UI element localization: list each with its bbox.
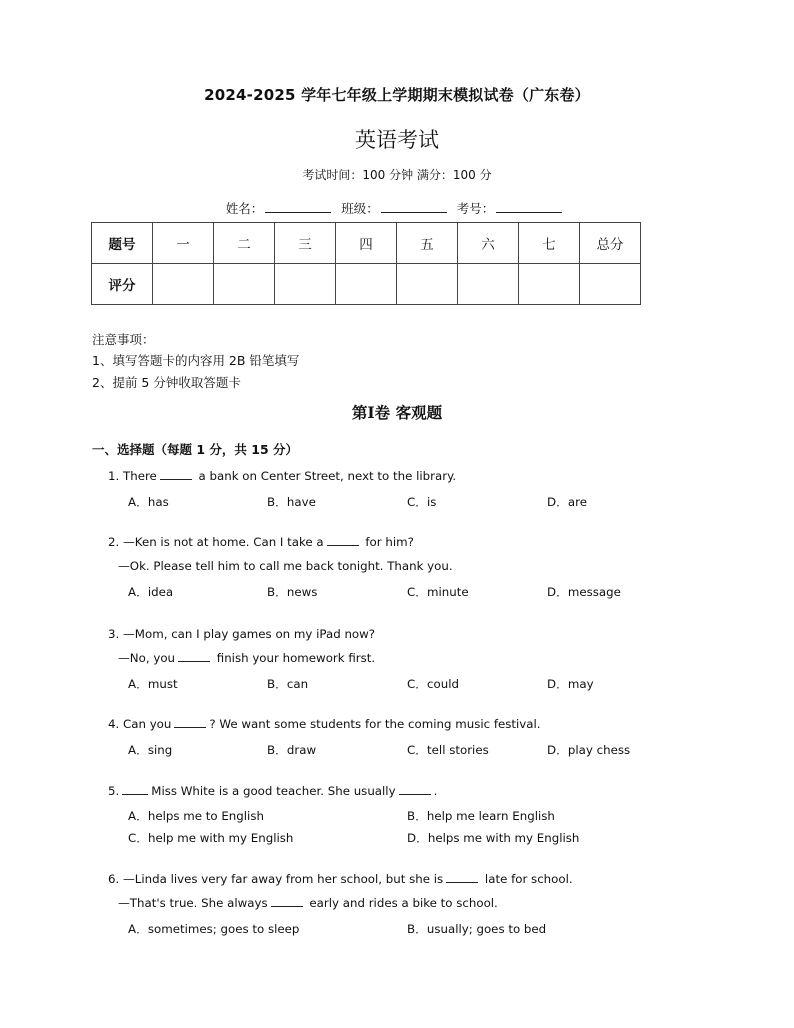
score-input-cell[interactable] — [519, 264, 580, 305]
option-c[interactable]: C．minute — [407, 585, 469, 599]
score-input-cell[interactable] — [580, 264, 641, 305]
option-b[interactable]: B．usually; goes to bed — [407, 922, 547, 936]
answer-blank — [327, 535, 359, 546]
question-4: 4. Can you ? We want some students for the coming music festival. — [108, 717, 541, 731]
exam-main-title: 2024-2025 学年七年级上学期期末模拟试卷（广东卷） — [204, 86, 590, 104]
exam-time-score-info: 考试时间：100 分钟 满分：100 分 — [302, 168, 492, 182]
score-table-cell: 五 — [397, 223, 458, 264]
name-blank[interactable] — [265, 200, 331, 213]
option-c[interactable]: C．tell stories — [407, 743, 489, 757]
answer-blank — [178, 651, 210, 662]
question-6-reply: —That's true. She always early and rides a bike to school. — [118, 896, 498, 910]
score-table-header-row — [92, 223, 641, 264]
score-table-cell: 七 — [519, 223, 580, 264]
exam-subject-title: 英语考试 — [355, 128, 439, 152]
student-info-fields — [0, 199, 794, 217]
answer-blank — [160, 469, 192, 480]
notice-item: 2、提前 5 分钟收取答题卡 — [92, 375, 241, 390]
question-1: 1. There a bank on Center Street, next to the library. — [108, 469, 457, 483]
score-input-cell[interactable] — [458, 264, 519, 305]
score-table-cell: 一 — [153, 223, 214, 264]
score-input-cell[interactable] — [214, 264, 275, 305]
class-blank[interactable] — [381, 200, 447, 213]
score-table-cell: 三 — [275, 223, 336, 264]
option-a[interactable]: A．must — [128, 677, 178, 691]
question-2-reply: —Ok. Please tell him to call me back tonight. Thank you. — [118, 559, 453, 573]
number-label: 考号： — [456, 201, 495, 216]
question-5: 5. Miss White is a good teacher. She usually . — [108, 784, 438, 798]
score-table-cell: 评分 — [92, 264, 153, 305]
answer-blank — [271, 896, 303, 907]
name-label: 姓名： — [225, 201, 264, 216]
score-table-cell: 四 — [336, 223, 397, 264]
score-table-cell: 总分 — [580, 223, 641, 264]
question-3-reply: —No, you finish your homework first. — [118, 651, 376, 665]
notice-item: 1、填写答题卡的内容用 2B 铅笔填写 — [92, 353, 300, 368]
score-table-cell: 六 — [458, 223, 519, 264]
answer-blank — [399, 784, 431, 795]
option-c[interactable]: C．help me with my English — [128, 831, 294, 845]
option-b[interactable]: B．draw — [267, 743, 317, 757]
option-d[interactable]: D．may — [547, 677, 594, 691]
option-d[interactable]: D．play chess — [547, 743, 631, 757]
option-a[interactable]: A．sometimes; goes to sleep — [128, 922, 300, 936]
score-input-cell[interactable] — [153, 264, 214, 305]
answer-blank — [122, 784, 148, 795]
answer-blank — [174, 717, 206, 728]
score-input-cell[interactable] — [336, 264, 397, 305]
option-a[interactable]: A．sing — [128, 743, 173, 757]
answer-blank — [446, 872, 478, 883]
option-b[interactable]: B．have — [267, 495, 316, 509]
section-title: 第Ⅰ卷 客观题 — [351, 403, 443, 422]
option-b[interactable]: B．help me learn English — [407, 809, 555, 823]
option-d[interactable]: D．message — [547, 585, 621, 599]
notice-title: 注意事项： — [92, 332, 155, 347]
question-3: 3. —Mom, can I play games on my iPad now? — [108, 627, 376, 641]
question-2: 2. —Ken is not at home. Can I take a for him? — [108, 535, 414, 549]
option-d[interactable]: D．are — [547, 495, 587, 509]
option-b[interactable]: B．can — [267, 677, 309, 691]
option-b[interactable]: B．news — [267, 585, 318, 599]
score-input-cell[interactable] — [275, 264, 336, 305]
class-label: 班级： — [341, 201, 379, 216]
question-6: 6. —Linda lives very far away from her school, but she is late for school. — [108, 872, 573, 886]
score-table-score-row — [92, 264, 641, 305]
part-title: 一、选择题（每题 1 分，共 15 分） — [92, 442, 299, 457]
option-c[interactable]: C．could — [407, 677, 459, 691]
option-d[interactable]: D．helps me with my English — [407, 831, 580, 845]
option-a[interactable]: A．has — [128, 495, 169, 509]
score-table-cell: 题号 — [92, 223, 153, 264]
score-input-cell[interactable] — [397, 264, 458, 305]
option-c[interactable]: C．is — [407, 495, 437, 509]
score-table-cell: 二 — [214, 223, 275, 264]
number-blank[interactable] — [496, 200, 562, 213]
option-a[interactable]: A．idea — [128, 585, 174, 599]
score-table — [91, 222, 641, 305]
option-a[interactable]: A．helps me to English — [128, 809, 264, 823]
